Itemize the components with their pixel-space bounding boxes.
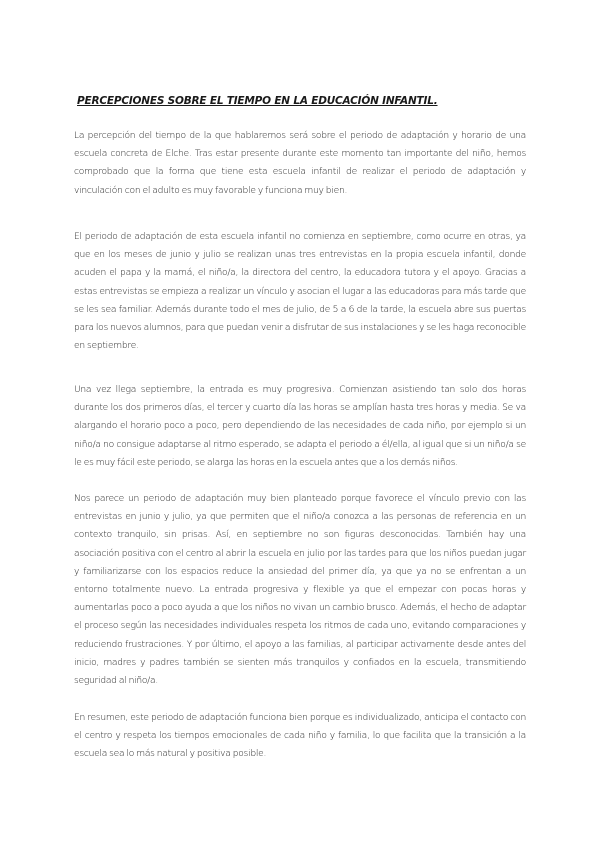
- paragraph-4: Nos parece un periodo de adaptación muy bien planteado porque favorece el vínculo previo con las entrevistas en junio y julio, ya que permiten que el niño/a conozca a las personas de referencia en un contexto tranquilo, sin prisas. Así, en septiembre no son figuras desconocidas. También hay una asociación positiva con el centro al abrir la escuela en julio por las tardes para que los niños puedan jugar y familiarizarse con los espacios reduce la ansiedad del primer día, ya que ya no se enfrentan a un entorno totalmente nuevo. La entrada progresiva y flexible ya que el empezar con pocas horas y aumentarlas poco a poco ayuda a que los niños no vivan un cambio brusco. Además, el hecho de adaptar el proceso según las necesidades individuales respeta los ritmos de cada uno, evitando comparaciones y reduciendo frustraciones. Y por último, el apoyo a las familias, al participar activamente desde antes del inicio, madres y padres también se sienten más tranquilos y confiados en la escuela, transmitiendo seguridad al niño/a.: [74, 494, 526, 687]
- paragraph-5: En resumen, este periodo de adaptación funciona bien porque es individualizado, anticipa el contacto con el centro y respeta los tiempos emocionales de cada niño y familia, lo que facilita que la transición a la escuela sea lo más natural y positiva posible.: [74, 713, 526, 760]
- paragraph-2: El periodo de adaptación de esta escuela infantil no comienza en septiembre, como ocurre en otras, ya que en los meses de junio y julio se realizan unas tres entrevistas en la propia escuela infantil, donde acuden el papa y la mamá, el niño/a, la directora del centro, la educadora tutora y el apoyo. Gracias a estas entrevistas se empieza a realizar un vínculo y asocian el lugar a las educadoras para más tarde que se les sea familiar. Además durante todo el mes de julio, de 5 a 6 de la tarde, la escuela abre sus puertas para los nuevos alumnos, para que puedan venir a disfrutar de sus instalaciones y se les haga reconocible en septiembre.: [74, 232, 526, 352]
- paragraph-1: La percepción del tiempo de la que hablaremos será sobre el periodo de adaptación y horario de una escuela concreta de Elche. Tras estar presente durante este momento tan importante del niño, hemos comprobado que la forma que tiene esta escuela infantil de realizar el periodo de adaptación y vinculación con el adulto es muy favorable y funciona muy bien.: [74, 131, 526, 196]
- document-title: PERCEPCIONES SOBRE EL TIEMPO EN LA EDUCACIÓN INFANTIL.: [77, 95, 438, 107]
- paragraph-3: Una vez llega septiembre, la entrada es muy progresiva. Comienzan asistiendo tan solo dos horas durante los dos primeros días, el tercer y cuarto día las horas se amplían hasta tres horas y media. Se va alargando el horario poco a poco, pero dependiendo de las necesidades de cada niño, por ejemplo si un niño/a no consigue adaptarse al ritmo esperado, se adapta el periodo a él/ella, al igual que si un niño/a se le es muy fácil este periodo, se alarga las horas en la escuela antes que a los demás niños.: [74, 385, 526, 468]
